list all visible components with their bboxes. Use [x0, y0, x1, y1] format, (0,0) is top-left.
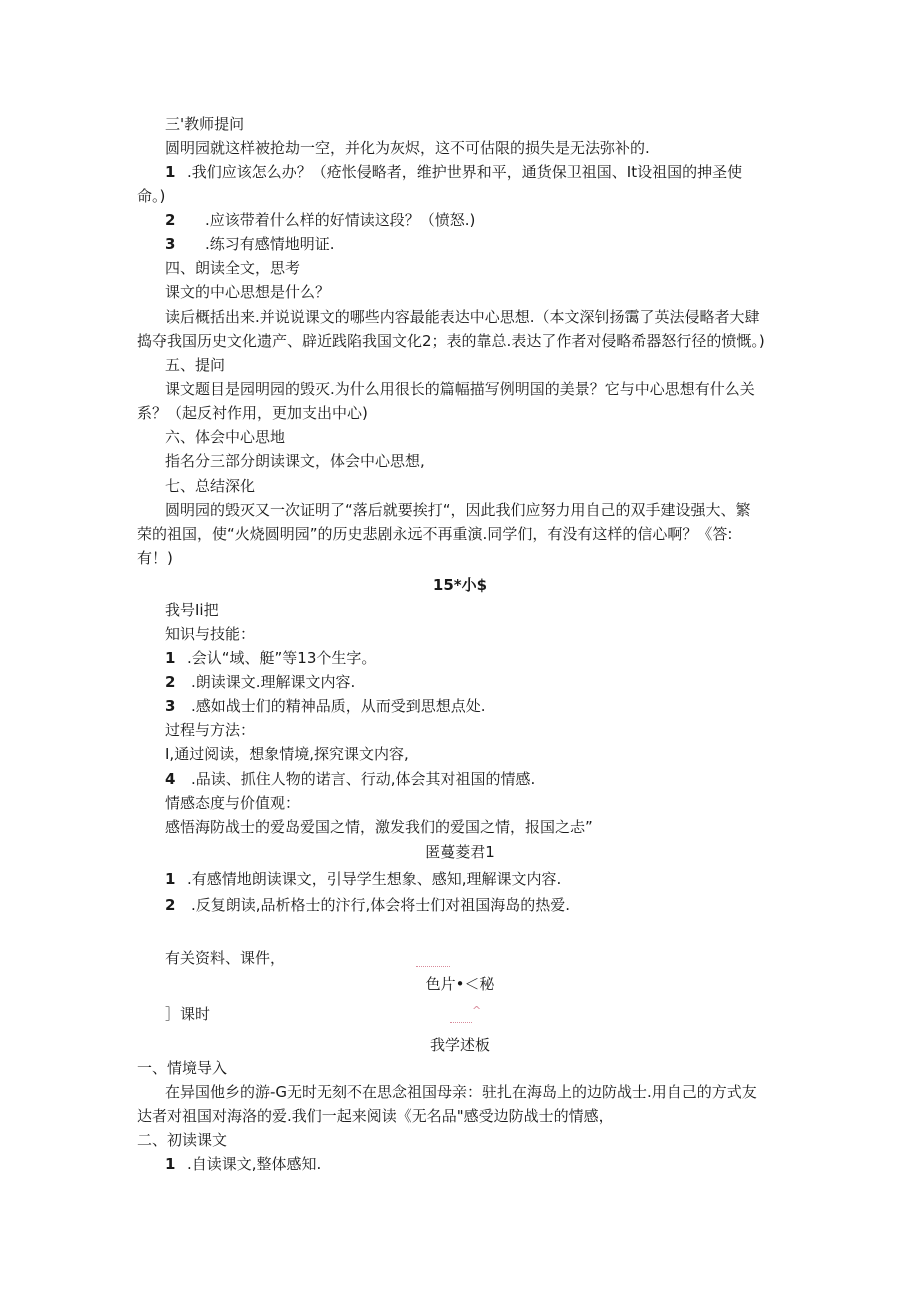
paragraph-line: 捣夺我国历史文化遗产、辟近践陷我国文化2；表的靠总.表达了作者对侵略希器怒行径的愤慨。)	[137, 332, 765, 350]
list-number: 1	[165, 870, 176, 888]
section-heading-teacher-questions: 三'教师提问	[165, 115, 245, 133]
list-text: .有感情地朗读课文，引导学生想象、感知,理解课文内容.	[187, 870, 562, 888]
caret-mark: ^	[472, 1004, 482, 1017]
paragraph-line: ］课时	[165, 1005, 211, 1023]
paragraph-line: 命。)	[137, 187, 166, 205]
list-text: .我们应该怎么办？（疮怅侵略者，维护世界和平，通货保卫祖国、It设祖国的抻圣使	[187, 163, 743, 181]
paragraph-line: 荣的祖国，使“火烧圆明园”的历史悲剧永远不再重演.同学们，有没有这样的信心啊？《答:	[137, 525, 733, 543]
list-item-4	[165, 769, 535, 789]
list-item-3	[165, 696, 486, 716]
lesson-title: 15*小$	[432, 576, 488, 594]
paragraph-line: 达者对祖国对海洛的爱.我们一起来阅读《无名品"感受边防战士的情感，	[137, 1107, 614, 1125]
list-text: .自读课文,整体感知.	[187, 1155, 322, 1173]
list-number: 1	[165, 163, 176, 181]
paragraph-line: 有！)	[137, 549, 173, 567]
paragraph-line: 在异国他乡的游-G无时无刻不在思念祖国母亲：驻扎在海岛上的边防战士.用自己的方式友	[165, 1083, 757, 1101]
paragraph-line: 课文题目是园明园的毁灭.为什么用很长的篇幅描写例明国的美景？它与中心思想有什么关	[165, 380, 755, 398]
subheading-objectives: 我号Ii把	[165, 601, 219, 619]
section-heading-first-reading: 二、初读课文	[137, 1131, 228, 1149]
list-number: 2	[165, 211, 176, 229]
list-item-1	[165, 648, 376, 668]
list-text: .朗读课文.理解课文内容.	[191, 673, 356, 691]
section-heading-question: 五、提问	[165, 356, 226, 374]
list-number: 4	[165, 770, 176, 788]
list-text: .应该带着什么样的好情读这段？（愤怒.)	[205, 211, 476, 229]
paragraph-line: 课文的中心思想是什么？	[165, 283, 331, 301]
list-item-2	[165, 672, 355, 692]
section-heading-introduction: 一、情境导入	[137, 1059, 228, 1077]
list-number: 1	[165, 649, 176, 667]
list-item-2	[165, 210, 475, 230]
paragraph-line: 感悟海防战士的爱岛爱国之情，激发我们的爱国之情，报国之忐”	[165, 818, 593, 836]
centered-heading: 色片•＜秘	[425, 975, 495, 993]
section-heading-central-idea: 六、体会中心思地	[165, 428, 286, 446]
list-number: 2	[165, 673, 176, 691]
paragraph-line: 读后概括出来.并说说课文的哪些内容最能表达中心思想.（本文深钊扬霭了英法侵略者大肆	[165, 308, 760, 326]
subheading-knowledge-skills: 知识与技能：	[165, 625, 256, 643]
list-item-3	[165, 234, 335, 254]
list-item-1	[165, 1154, 321, 1174]
section-heading-read-full-text: 四、朗读全文，思考	[165, 259, 301, 277]
list-text: .感如战士们的精神品质，从而受到思想点处.	[191, 697, 486, 715]
list-text: .练习有感情地明证.	[205, 235, 335, 253]
revision-underline	[450, 1022, 472, 1023]
paragraph-line: 有关资料、课件，	[165, 949, 286, 967]
paragraph-line: 系？（起反衬作用，更加支出中心)	[137, 404, 368, 422]
list-item-1	[165, 869, 561, 889]
subheading-process-method: 过程与方法：	[165, 721, 256, 739]
list-number: 2	[165, 896, 176, 914]
subheading-attitude-values: 情感态度与价值观：	[165, 794, 301, 812]
list-text: .品读、抓住人物的诺言、行动,体会其对祖国的情感.	[191, 770, 536, 788]
list-item-1	[165, 162, 742, 182]
list-text: .反复朗读,品析格士的汴行,体会将士们对祖国海岛的热爱.	[191, 896, 571, 914]
centered-heading: 我学述板	[429, 1036, 490, 1054]
paragraph-line: 圆明园就这样被抢劫一空，并化为灰烬，这不可估限的损失是无法弥补的.	[165, 139, 650, 157]
paragraph-line: 圆明园的毁灭又一次证明了“落后就要挨打“，因此我们应努力用自己的双手建设强大、繁	[165, 501, 751, 519]
centered-heading: 匿蔓菱君1	[425, 843, 495, 861]
list-text: .会认“域、艇”等13个生字。	[187, 649, 377, 667]
list-item: I,通过阅读，想象情境,探究课文内容,	[165, 745, 409, 763]
paragraph-line: 指名分三部分朗读课文，体会中心思想,	[165, 452, 425, 470]
section-heading-summary: 七、总结深化	[165, 477, 256, 495]
list-number: 3	[165, 235, 176, 253]
revision-underline	[416, 966, 450, 967]
list-number: 1	[165, 1155, 176, 1173]
list-item-2	[165, 895, 570, 915]
list-number: 3	[165, 697, 176, 715]
